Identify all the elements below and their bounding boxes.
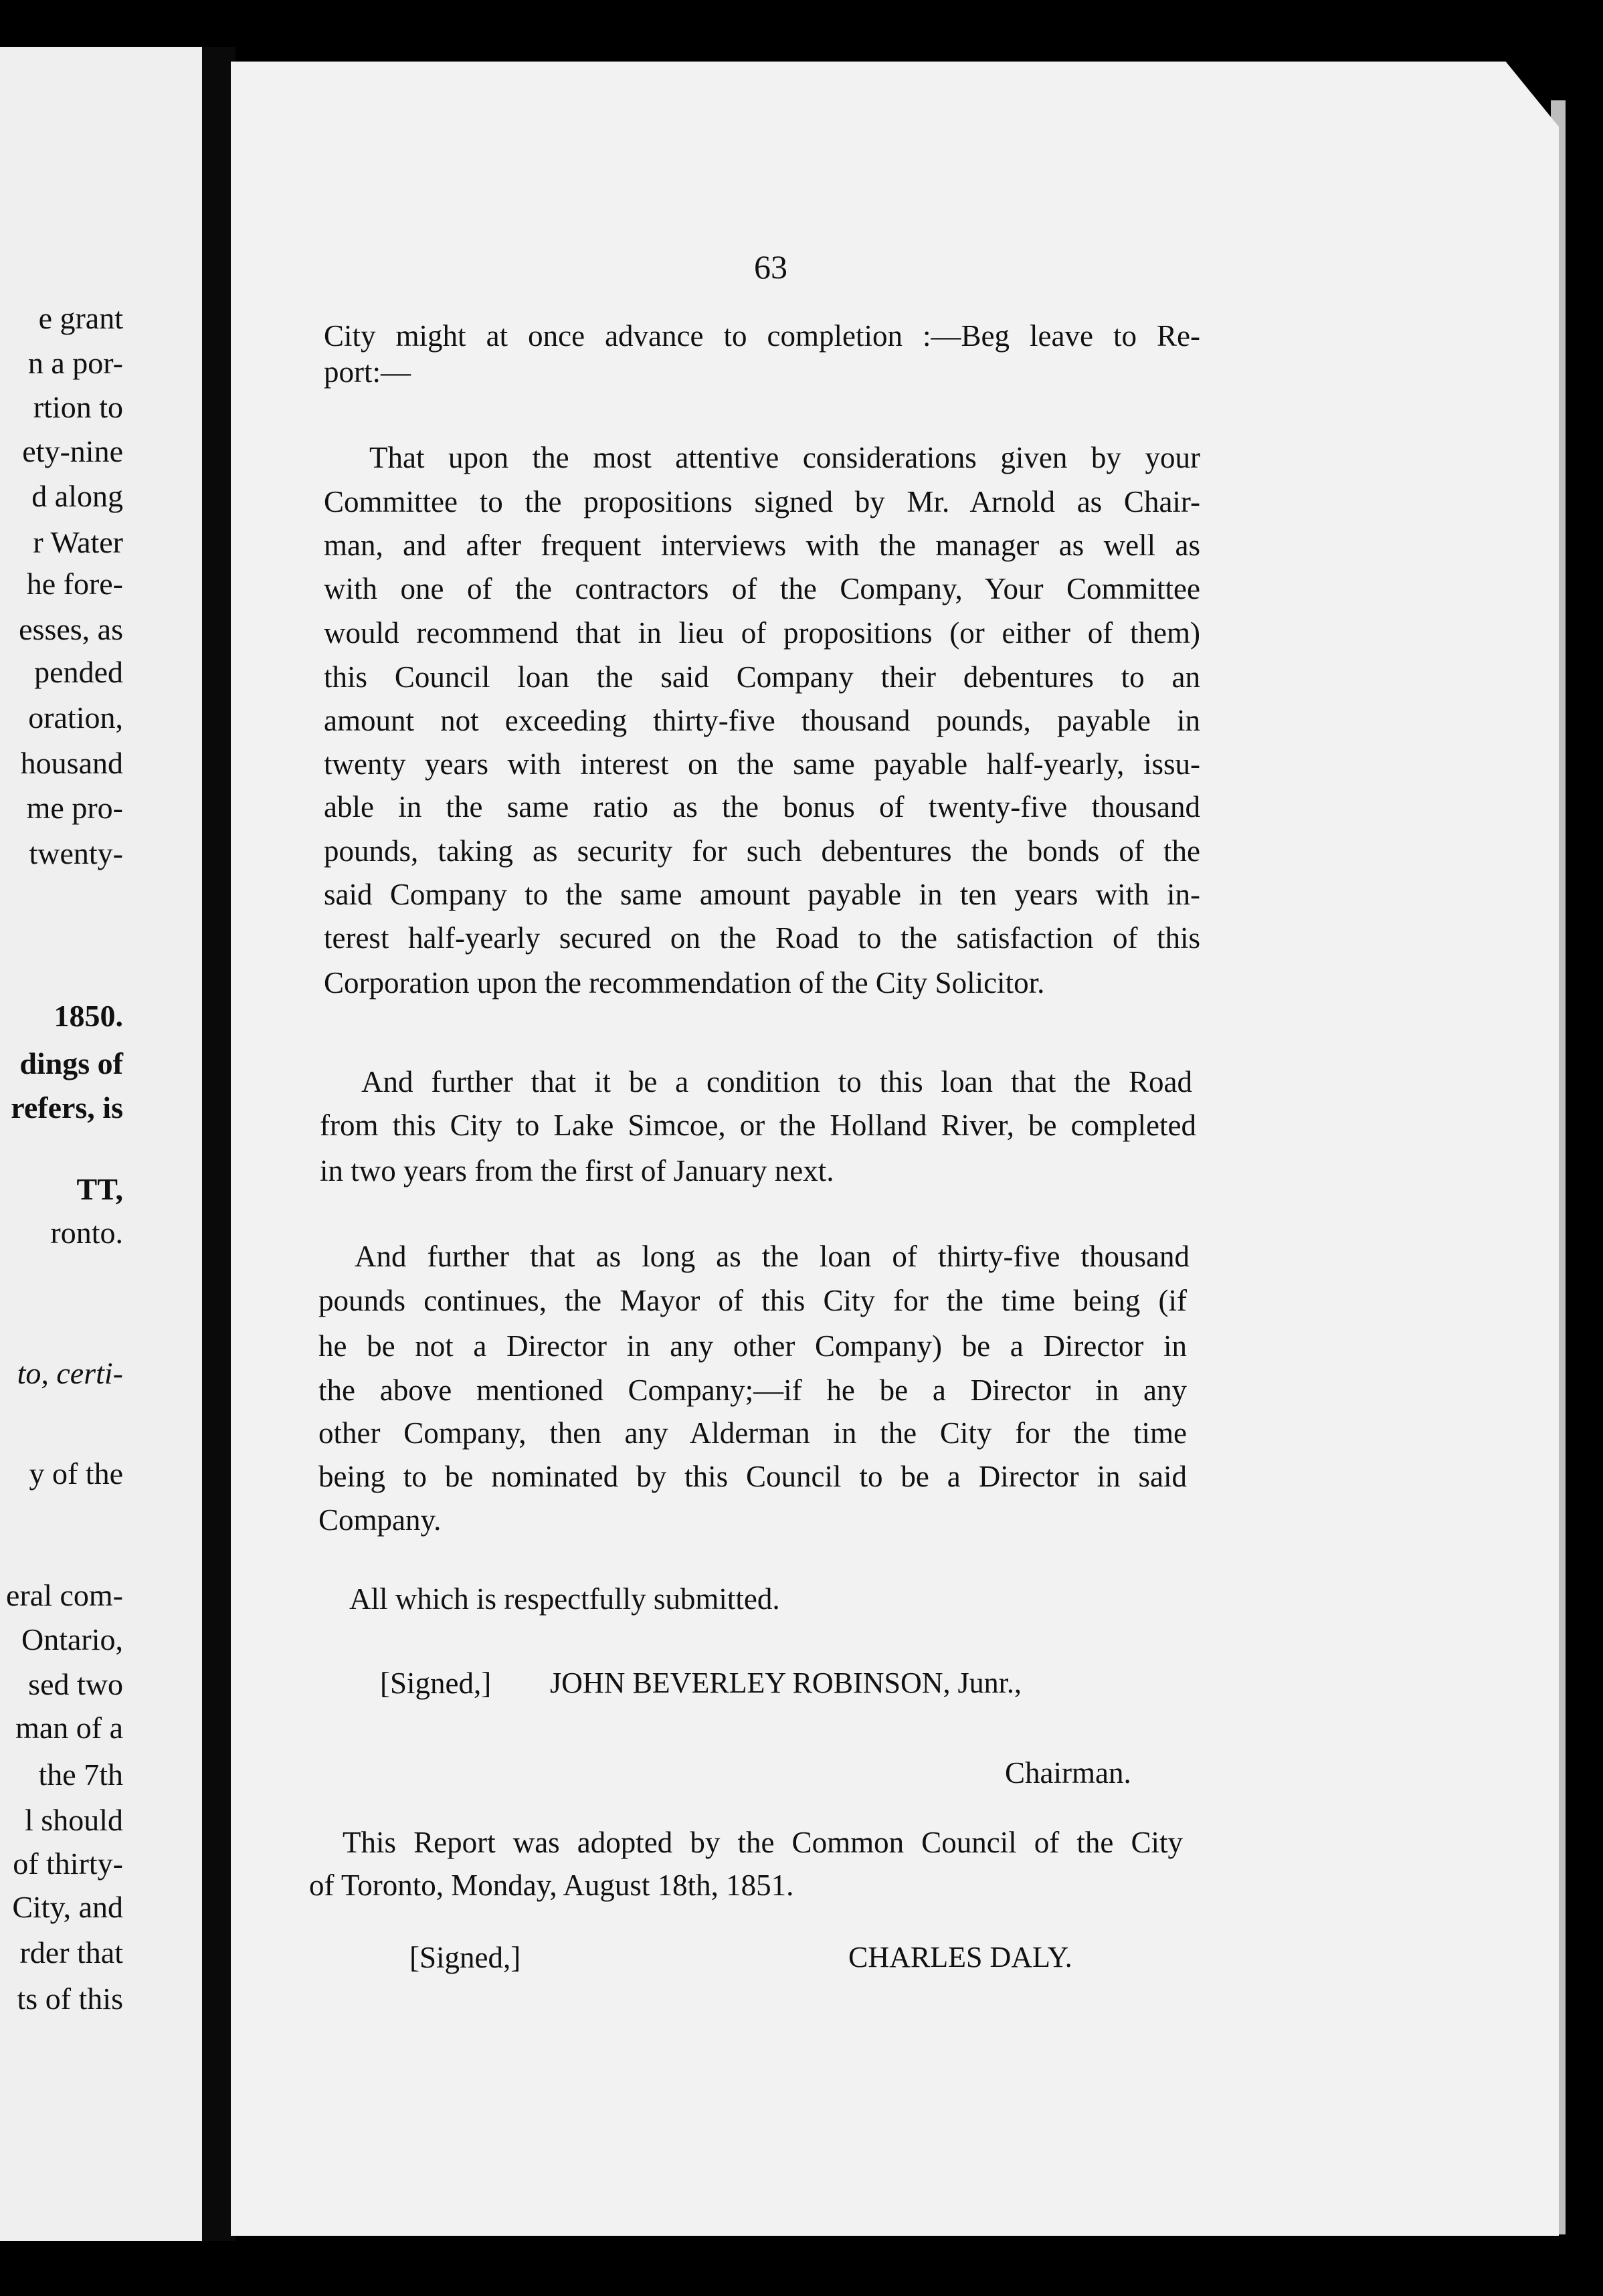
paragraph-1-line: pounds, taking as security for such debentures the bonds of the bbox=[324, 834, 1200, 868]
left-page-line: man of a bbox=[15, 1711, 123, 1745]
left-page-line: pended bbox=[34, 655, 123, 689]
paragraph-1-line: man, and after frequent interviews with the manager as well as bbox=[324, 529, 1200, 562]
left-page-line: rtion to bbox=[33, 390, 123, 424]
signed-label: [Signed,] bbox=[380, 1666, 492, 1700]
paragraph-1-line: said Company to the same amount payable in ten years with in- bbox=[324, 878, 1200, 911]
previous-page-fragment bbox=[0, 47, 202, 2241]
paragraph-3-line: Company. bbox=[318, 1503, 442, 1537]
paragraph-3-line: And further that as long as the loan of thirty-five thousand bbox=[355, 1240, 1190, 1273]
signatory-name: JOHN BEVERLEY ROBINSON, Junr., bbox=[550, 1666, 1022, 1699]
left-page-line: refers, is bbox=[11, 1090, 123, 1125]
paragraph-3-line: being to be nominated by this Council to be a Director in said bbox=[318, 1460, 1187, 1493]
left-page-line: d along bbox=[31, 479, 123, 513]
paragraph-2-line: from this City to Lake Simcoe, or the Holland River, be completed bbox=[320, 1109, 1196, 1142]
adoption-line: of Toronto, Monday, August 18th, 1851. bbox=[309, 1869, 794, 1902]
signatory-role: Chairman. bbox=[1005, 1756, 1131, 1790]
left-page-line: to, certi- bbox=[17, 1356, 123, 1390]
left-page-line: housand bbox=[20, 746, 123, 780]
paragraph-2-line: in two years from the first of January next. bbox=[320, 1154, 834, 1187]
paragraph-2-line: And further that it be a condition to this loan that the Road bbox=[361, 1065, 1192, 1098]
left-page-line: 1850. bbox=[54, 999, 123, 1033]
paragraph-1-line: this Council loan the said Company their debentures to an bbox=[324, 660, 1200, 694]
paragraph-1-line: terest half-yearly secured on the Road to the satisfaction of this bbox=[324, 921, 1200, 955]
paragraph-1-line: Corporation upon the recommendation of the City Solicitor. bbox=[324, 966, 1045, 999]
paragraph-3-line: the above mentioned Company;—if he be a Director in any bbox=[318, 1373, 1187, 1407]
submission-line: All which is respectfully submitted. bbox=[349, 1582, 780, 1616]
left-page-line: ronto. bbox=[50, 1216, 123, 1250]
left-page-line: Ontario, bbox=[21, 1622, 123, 1656]
left-page-line: e grant bbox=[38, 301, 123, 335]
left-page-line: sed two bbox=[28, 1667, 123, 1701]
clerk-name: CHARLES DALY. bbox=[848, 1941, 1072, 1974]
left-page-line: y of the bbox=[29, 1456, 123, 1491]
left-page-line: he fore- bbox=[26, 567, 123, 601]
left-page-line: esses, as bbox=[19, 612, 123, 646]
left-page-line: TT, bbox=[76, 1172, 123, 1206]
paragraph-1-line: twenty years with interest on the same payable half-yearly, issu- bbox=[324, 747, 1200, 781]
paragraph-1-line: amount not exceeding thirty-five thousand pounds, payable in bbox=[324, 704, 1200, 737]
paragraph-1-line: would recommend that in lieu of propositions (or either of them) bbox=[324, 616, 1200, 650]
left-page-line: me pro- bbox=[26, 791, 123, 825]
left-page-line: rder that bbox=[19, 1935, 123, 1970]
paragraph-1-line: with one of the contractors of the Company, Your Committee bbox=[324, 572, 1200, 605]
paragraph-1-line: able in the same ratio as the bonus of twenty-five thousand bbox=[324, 790, 1200, 824]
adoption-line: This Report was adopted by the Common Council of the City bbox=[343, 1826, 1183, 1859]
left-page-line: l should bbox=[25, 1803, 123, 1837]
left-page-line: eral com- bbox=[6, 1578, 123, 1612]
book-gutter bbox=[202, 47, 235, 2241]
left-page-line: dings of bbox=[19, 1046, 123, 1080]
document-page bbox=[231, 62, 1559, 2236]
signed-label: [Signed,] bbox=[409, 1941, 521, 1974]
paragraph-1-line: That upon the most attentive considerations given by your bbox=[369, 441, 1200, 474]
left-page-line: the 7th bbox=[38, 1757, 123, 1792]
left-page-line: n a por- bbox=[27, 346, 123, 380]
left-page-line: ety-nine bbox=[22, 434, 123, 468]
intro-line: port:— bbox=[324, 355, 411, 389]
left-page-line: r Water bbox=[33, 525, 123, 559]
paragraph-1-line: Committee to the propositions signed by Mr. Arnold as Chair- bbox=[324, 485, 1200, 518]
paragraph-3-line: he be not a Director in any other Company) be a Director in bbox=[318, 1329, 1187, 1363]
left-page-line: ts of this bbox=[17, 1982, 123, 2016]
left-page-line: City, and bbox=[12, 1890, 123, 1924]
paragraph-3-line: pounds continues, the Mayor of this City for the time being (if bbox=[318, 1284, 1187, 1317]
intro-line: City might at once advance to completion :—Beg leave to Re- bbox=[324, 319, 1200, 353]
left-page-line: oration, bbox=[28, 700, 123, 735]
left-page-line: of thirty- bbox=[13, 1846, 123, 1881]
page-number: 63 bbox=[754, 248, 787, 286]
paragraph-3-line: other Company, then any Alderman in the City for the time bbox=[318, 1416, 1187, 1450]
left-page-line: twenty- bbox=[29, 836, 123, 870]
